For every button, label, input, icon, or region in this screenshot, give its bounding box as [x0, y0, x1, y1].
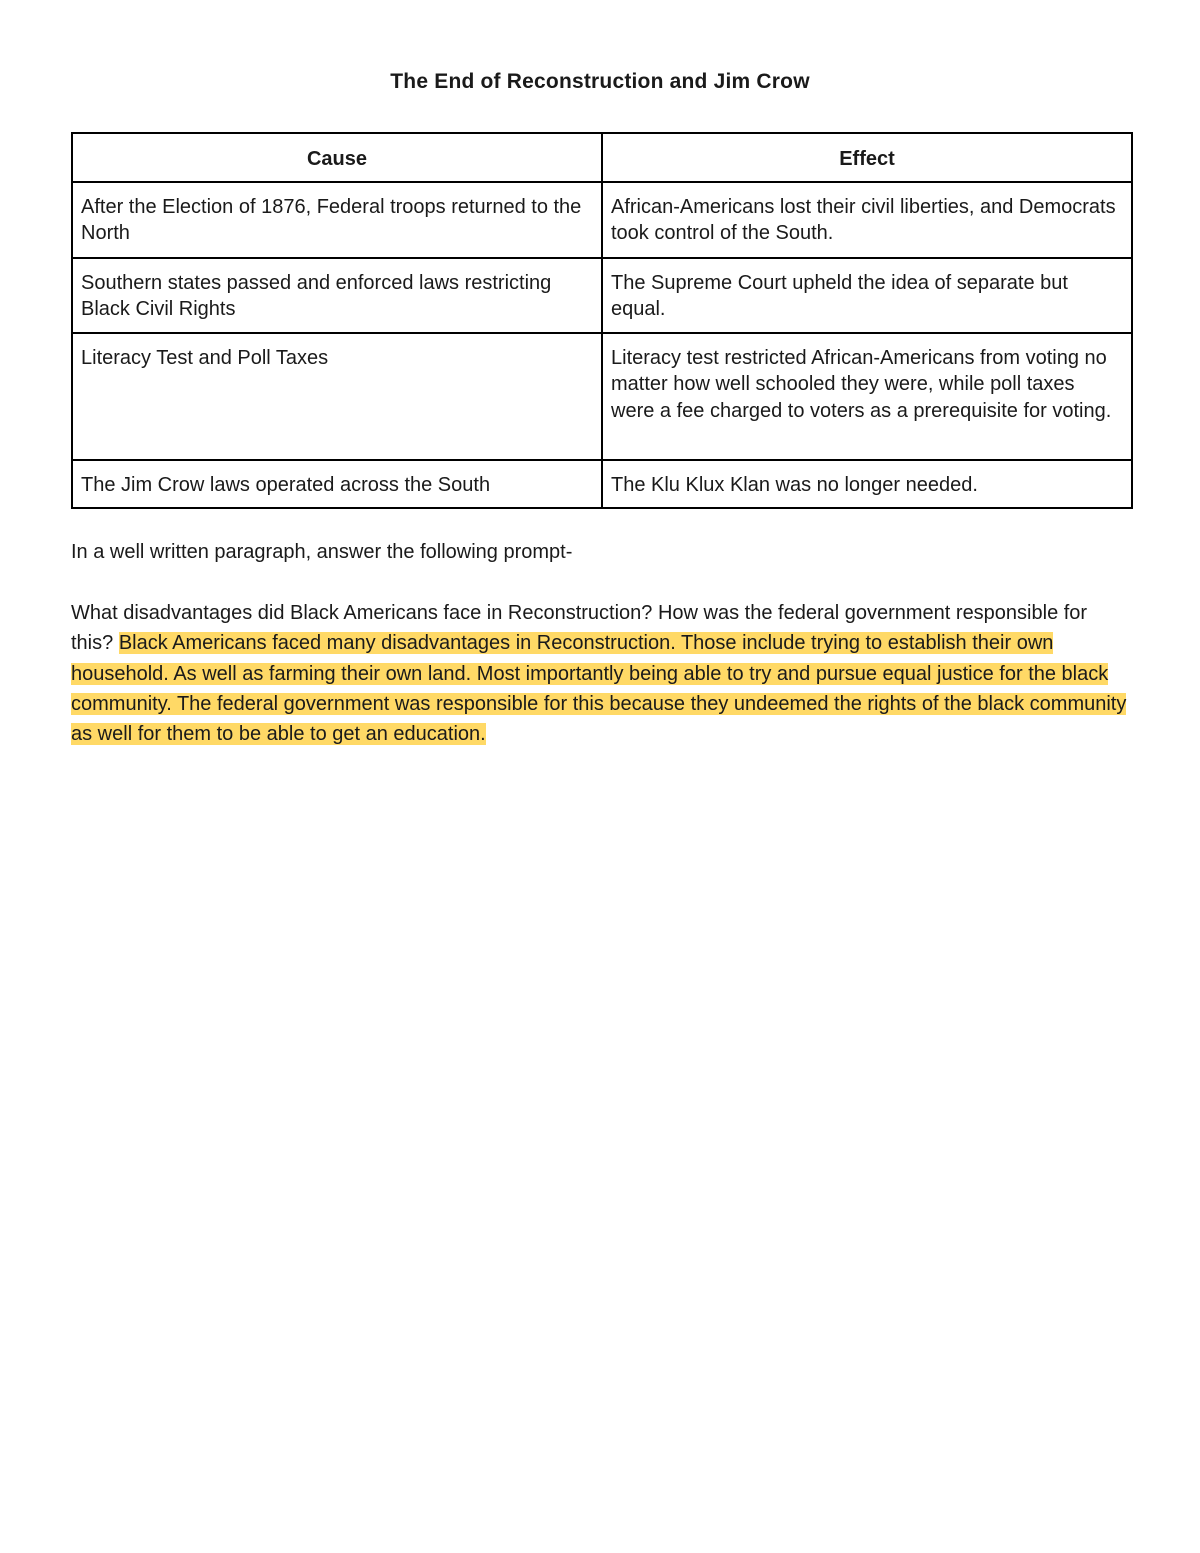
- table-row: [72, 182, 1132, 258]
- table-header-row: [72, 133, 1132, 182]
- effect-cell: The Klu Klux Klan was no longer needed.: [602, 460, 1132, 509]
- document-title: The End of Reconstruction and Jim Crow: [390, 70, 810, 93]
- cause-cell: Southern states passed and enforced laws restricting Black Civil Rights: [72, 258, 602, 333]
- cause-effect-table: [71, 132, 1133, 509]
- cause-cell: After the Election of 1876, Federal troops returned to the North: [72, 182, 602, 258]
- highlighted-answer: Black Americans faced many disadvantages in Reconstruction. Those include trying to establish their own household. As well as farming their own land. Most importantly being able to try and pursue equal justice for the black community. The federal government was responsible for this because they undeemed the rights of the black community as well for them to be able to get an education.: [71, 632, 1127, 746]
- table-row: [72, 333, 1132, 460]
- prompt-question: What disadvantages did Black Americans face in Reconstruction? How was the federal government responsible for this?: [71, 602, 1088, 655]
- prompt-instruction: In a well written paragraph, answer the following prompt-: [71, 541, 573, 563]
- effect-cell: African-Americans lost their civil liberties, and Democrats took control of the South.: [602, 182, 1132, 258]
- cause-cell: The Jim Crow laws operated across the South: [72, 460, 602, 509]
- effect-cell: The Supreme Court upheld the idea of separate but equal.: [602, 258, 1132, 333]
- table-row: [72, 258, 1132, 333]
- effect-column-header: Effect: [602, 133, 1132, 182]
- answer-paragraph: [71, 598, 1131, 749]
- table-row: [72, 460, 1132, 509]
- cause-cell: Literacy Test and Poll Taxes: [72, 333, 602, 460]
- cause-column-header: Cause: [72, 133, 602, 182]
- effect-cell: Literacy test restricted African-Americans from voting no matter how well schooled they were, while poll taxes were a fee charged to voters as a prerequisite for voting.: [602, 333, 1132, 460]
